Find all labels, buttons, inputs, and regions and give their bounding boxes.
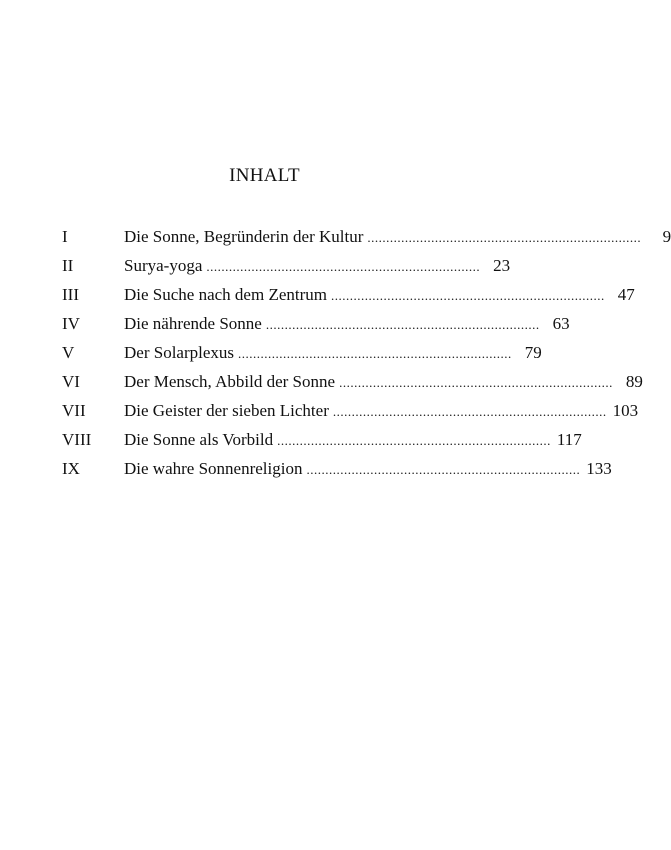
chapter-title-cell [124,396,613,426]
page-number: 23 [493,256,511,275]
table-of-contents [62,222,671,483]
chapter-title: Der Solarplexus [124,343,235,362]
toc-entry [62,280,635,309]
chapter-title: Die Sonne, Begründerin der Kultur [124,227,364,246]
chapter-title: Die Geister der sieben Lichter [124,401,329,420]
page-number: 117 [556,430,582,449]
dot-leader: ......................................................................... [331,288,605,303]
toc-entry [62,425,582,454]
chapter-number: III [62,285,79,304]
chapter-title: Die Sonne als Vorbild [124,430,274,449]
chapter-title-cell [124,367,619,397]
toc-entry [62,222,671,251]
toc-entry [62,396,639,425]
page-title: INHALT [229,165,300,186]
toc-entry [62,454,612,483]
chapter-number: IV [62,314,80,333]
chapter-number: II [62,256,74,275]
dot-leader: ......................................................................... [339,375,613,390]
chapter-number: VIII [62,430,92,449]
page-number: 133 [586,459,612,478]
chapter-title: Die nährende Sonne [124,314,262,333]
page-number: 47 [617,285,635,304]
chapter-number: VII [62,401,86,420]
page-number: 103 [612,401,639,420]
dot-leader: ......................................................................... [367,230,642,245]
chapter-title-cell [124,222,647,252]
toc-entry [62,367,643,396]
chapter-number: I [62,227,68,246]
chapter-title: Die Suche nach dem Zentrum [124,285,327,304]
dot-leader: ......................................................................... [265,317,540,332]
chapter-title-cell [124,338,518,368]
toc-entry [62,338,542,367]
chapter-title-cell [124,309,546,339]
chapter-title-cell [124,251,486,281]
page-number: 9 [662,227,671,246]
chapter-number: IX [62,459,80,478]
chapter-title: Der Mensch, Abbild der Sonne [124,372,336,391]
dot-leader: ......................................................................... [277,433,551,448]
chapter-number: V [62,343,75,362]
dot-leader: ......................................................................... [332,404,607,419]
page-number: 89 [625,372,643,391]
chapter-title: Surya-yoga [124,256,203,275]
page-number: 79 [524,343,542,362]
chapter-title-cell [124,280,611,310]
chapter-title-cell [124,454,586,484]
toc-entry [62,309,570,338]
page-number: 63 [552,314,570,333]
chapter-title: Die wahre Sonnenreligion [124,459,303,478]
dot-leader: ......................................................................... [238,346,512,361]
chapter-title-cell [124,425,557,455]
toc-entry [62,251,511,280]
dot-leader: ......................................................................... [206,259,481,274]
chapter-number: VI [62,372,80,391]
dot-leader: ......................................................................... [306,462,581,477]
